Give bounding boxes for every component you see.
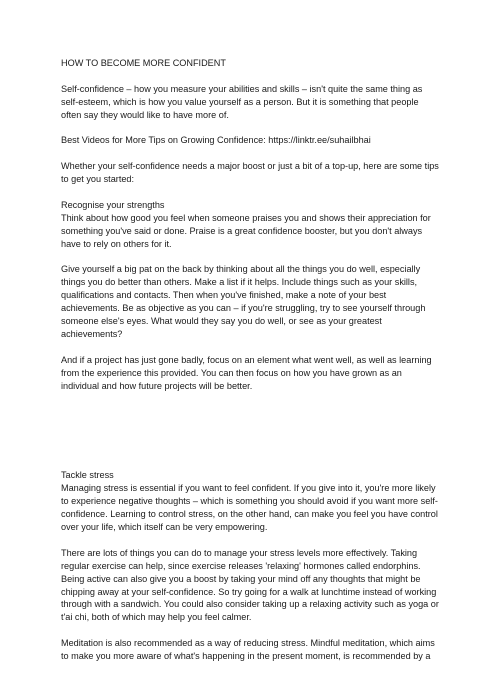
document-body bbox=[61, 57, 439, 676]
lead-in-paragraph: Whether your self-confidence needs a major boost or just a bit of a top-up, here are some tips to get you started: bbox=[61, 161, 439, 185]
section-paragraph: Think about how good you feel when someone praises you and shows their appreciation for something you've said or done. Praise is a great confidence booster, but you don't always have to rely on others for it. bbox=[61, 212, 431, 249]
section-paragraph: There are lots of things you can do to manage your stress levels more effectively. Taking regular exercise can help, since exercise releases 'relaxing' hormones called endorphins. Being active can also give you a boost by taking your mind off any thoughts that might be chipping away at your self-confidence. So try going for a walk at lunchtime instead of working through with a sandwich. You could also consider taking up a relaxing activity such as yoga or t'ai chi, both of which may help you feel calmer. bbox=[61, 547, 439, 623]
document-title: HOW TO BECOME MORE CONFIDENT bbox=[61, 58, 226, 68]
section-paragraph: And if a project has just gone badly, focus on an element what went well, as well as learning from the experience this provided. You can then focus on how you have grown as an individual and how future projects will be better. bbox=[61, 354, 432, 391]
section-paragraph: Give yourself a big pat on the back by thinking about all the things you do well, especially things you do better than others. Make a list if it helps. Include things such as your skills, qualifications and contacts. Then when you've finished, make a note of your best achievements. Be as objective as you can – if you're struggling, try to see yourself through someone else's eyes. What would they say you do well, or see as your greatest achievements? bbox=[61, 264, 426, 339]
section-gap bbox=[61, 405, 439, 469]
section-paragraph: Managing stress is essential if you want to feel confident. If you give into it, you're more likely to experience negative thoughts – which is something you should avoid if you want more self-confidence. Learning to control stress, on the other hand, can make you feel you have control over your life, which itself can be very empowering. bbox=[61, 483, 438, 532]
intro-paragraph: Self-confidence – how you measure your abilities and skills – isn't quite the same thing as self-esteem, which is how you value yourself as a person. But it is something that people often say they would like to have more of. bbox=[61, 83, 423, 120]
section-title-tackle-stress: Tackle stress bbox=[61, 470, 114, 481]
videos-link-line: Best Videos for More Tips on Growing Confidence: https://linktr.ee/suhailbhai bbox=[61, 135, 371, 146]
section-title-recognise-strengths: Recognise your strengths bbox=[61, 199, 165, 210]
section-paragraph: Meditation is also recommended as a way of reducing stress. Mindful meditation, which aims to make you more aware of what's happening in the present moment, is recommended by a bbox=[61, 638, 435, 662]
